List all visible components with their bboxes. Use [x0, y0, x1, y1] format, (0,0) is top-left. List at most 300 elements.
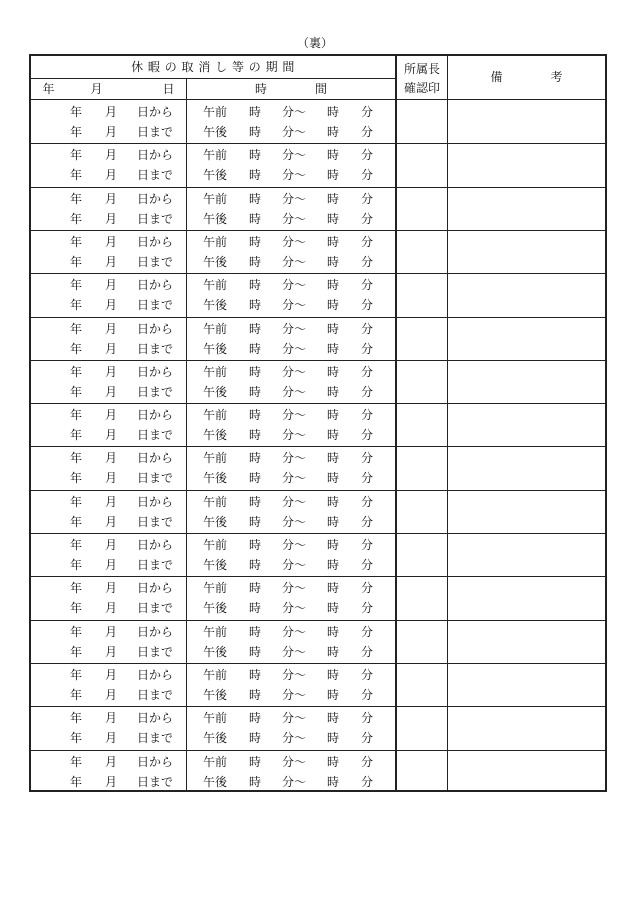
day-label: 日まで — [137, 774, 174, 789]
hour-label: 時 — [327, 558, 340, 572]
day-label: 日まで — [137, 211, 174, 226]
ampm-label: 午後 — [203, 774, 228, 789]
ampm-label: 午後 — [203, 558, 228, 572]
minute-from-label: 分〜 — [282, 624, 307, 639]
day-label: 日から — [137, 321, 174, 336]
minute-label: 分 — [361, 667, 374, 682]
from-line — [31, 495, 395, 509]
minute-label: 分 — [361, 278, 374, 293]
hour-label: 時 — [327, 428, 340, 443]
hour-label: 時 — [327, 254, 340, 269]
day-label: 日から — [137, 494, 174, 509]
minute-label: 分 — [361, 644, 374, 659]
hour-label: 時 — [249, 601, 262, 616]
month-label: 月 — [105, 451, 118, 466]
ampm-label: 午後 — [203, 514, 228, 529]
minute-from-label: 分〜 — [282, 644, 307, 659]
row-rule — [31, 403, 605, 404]
hour-label: 時 — [249, 428, 262, 443]
from-line — [31, 581, 395, 595]
day-label: 日から — [137, 581, 174, 596]
minute-from-label: 分〜 — [282, 254, 307, 269]
hour-label: 時 — [249, 494, 262, 509]
minute-from-label: 分〜 — [282, 341, 307, 356]
minute-label: 分 — [361, 624, 374, 639]
day-label: 日から — [137, 624, 174, 639]
minute-label: 分 — [361, 601, 374, 616]
year-label: 年 — [70, 168, 83, 183]
month-label: 月 — [105, 667, 118, 682]
stamp-header-line2: 確認印 — [403, 81, 440, 95]
month-label: 月 — [105, 538, 118, 552]
hour-label: 時 — [327, 538, 340, 552]
ampm-label: 午前 — [203, 754, 228, 769]
hour-label: 時 — [249, 105, 262, 119]
minute-from-label: 分〜 — [282, 494, 307, 509]
minute-label: 分 — [361, 384, 374, 399]
from-line — [31, 625, 395, 639]
page-heading: （裏） — [296, 36, 333, 50]
minute-from-label: 分〜 — [282, 667, 307, 682]
minute-from-label: 分〜 — [282, 298, 307, 313]
ampm-label: 午前 — [203, 538, 228, 552]
from-line — [31, 711, 395, 725]
year-label: 年 — [70, 234, 83, 249]
to-line — [31, 601, 395, 615]
day-label: 日まで — [137, 298, 174, 313]
minute-from-label: 分〜 — [282, 408, 307, 423]
hour-label: 時 — [327, 321, 340, 336]
day-label: 日まで — [137, 731, 174, 746]
to-line — [31, 385, 395, 399]
from-line — [31, 408, 395, 422]
to-line — [31, 645, 395, 659]
month-label: 月 — [105, 191, 118, 206]
day-label: 日まで — [137, 341, 174, 356]
hour-label: 時 — [327, 298, 340, 313]
hour-label: 時 — [249, 581, 262, 596]
minute-label: 分 — [361, 687, 374, 702]
hour-label: 時 — [327, 211, 340, 226]
hour-label: 時 — [327, 624, 340, 639]
month-label: 月 — [105, 364, 118, 379]
to-line — [31, 298, 395, 312]
row-rule — [31, 490, 605, 491]
entry-row[interactable] — [31, 663, 605, 706]
row-rule — [31, 446, 605, 447]
ampm-label: 午前 — [203, 148, 228, 163]
from-line — [31, 755, 395, 769]
row-rule — [31, 663, 605, 664]
ampm-label: 午前 — [203, 711, 228, 726]
ampm-label: 午前 — [203, 321, 228, 336]
day-label: 日まで — [137, 428, 174, 443]
ampm-label: 午前 — [203, 451, 228, 466]
hour-label: 時 — [327, 364, 340, 379]
year-label: 年 — [70, 298, 83, 313]
row-rule — [31, 230, 605, 231]
hour-label: 時 — [249, 191, 262, 206]
row-rule — [31, 620, 605, 621]
from-line — [31, 192, 395, 206]
month-label: 月 — [105, 687, 118, 702]
month-label: 月 — [105, 711, 118, 726]
hour-label: 時 — [327, 105, 340, 119]
year-label: 年 — [70, 514, 83, 529]
hour-label: 時 — [327, 341, 340, 356]
minute-label: 分 — [361, 451, 374, 466]
row-rule — [31, 533, 605, 534]
ampm-label: 午後 — [203, 298, 228, 313]
month-label: 月 — [105, 624, 118, 639]
hour-label: 時 — [327, 494, 340, 509]
ampm-label: 午前 — [203, 408, 228, 423]
year-label: 年 — [70, 754, 83, 769]
row-rule — [31, 750, 605, 751]
ampm-label: 午後 — [203, 254, 228, 269]
to-line — [31, 255, 395, 269]
minute-label: 分 — [361, 558, 374, 572]
minute-label: 分 — [361, 191, 374, 206]
year-label: 年 — [70, 408, 83, 423]
month-label: 月 — [105, 494, 118, 509]
hour-label: 時 — [327, 125, 340, 139]
minute-label: 分 — [361, 211, 374, 226]
minute-label: 分 — [361, 428, 374, 443]
day-label: 日まで — [137, 125, 174, 139]
leave-cancellation-form — [29, 54, 607, 792]
from-line — [31, 105, 395, 119]
day-label: 日まで — [137, 558, 174, 572]
hour-label: 時 — [249, 254, 262, 269]
ampm-label: 午後 — [203, 428, 228, 443]
hour-label: 時 — [327, 408, 340, 423]
to-line — [31, 168, 395, 182]
hour-label: 時 — [327, 667, 340, 682]
entry-row[interactable] — [31, 230, 605, 273]
year-label: 年 — [70, 148, 83, 163]
ampm-label: 午前 — [203, 667, 228, 682]
hour-label: 時 — [249, 558, 262, 572]
hour-label: 時 — [327, 731, 340, 746]
day-label: 日から — [137, 105, 174, 119]
minute-label: 分 — [361, 754, 374, 769]
year-label: 年 — [70, 538, 83, 552]
minute-label: 分 — [361, 298, 374, 313]
entry-row[interactable] — [31, 750, 605, 793]
to-line — [31, 731, 395, 745]
minute-from-label: 分〜 — [282, 148, 307, 163]
year-label: 年 — [70, 774, 83, 789]
year-label: 年 — [70, 624, 83, 639]
month-label: 月 — [105, 384, 118, 399]
to-line — [31, 471, 395, 485]
year-label: 年 — [70, 711, 83, 726]
entry-row[interactable] — [31, 446, 605, 489]
month-label: 月 — [105, 278, 118, 293]
from-line — [31, 322, 395, 336]
minute-from-label: 分〜 — [282, 687, 307, 702]
hour-label: 時 — [249, 538, 262, 552]
hour-label: 時 — [249, 774, 262, 789]
year-label: 年 — [70, 341, 83, 356]
month-label: 月 — [105, 125, 118, 139]
hour-label: 時 — [327, 471, 340, 486]
ampm-label: 午後 — [203, 168, 228, 183]
ampm-label: 午前 — [203, 624, 228, 639]
minute-from-label: 分〜 — [282, 105, 307, 119]
minute-from-label: 分〜 — [282, 538, 307, 552]
month-label: 月 — [105, 168, 118, 183]
row-rule — [31, 273, 605, 274]
entry-row[interactable] — [31, 706, 605, 749]
day-label: 日まで — [137, 601, 174, 616]
month-label: 月 — [105, 558, 118, 572]
day-label: 日から — [137, 364, 174, 379]
remarks-column-header: 備 考 — [490, 70, 563, 84]
header-rule — [31, 78, 395, 79]
minute-label: 分 — [361, 105, 374, 119]
year-label: 年 — [70, 644, 83, 659]
day-label: 日から — [137, 408, 174, 423]
year-label: 年 — [70, 428, 83, 443]
hour-label: 時 — [249, 341, 262, 356]
year-label: 年 — [70, 731, 83, 746]
entry-row[interactable] — [31, 187, 605, 230]
minute-label: 分 — [361, 321, 374, 336]
hour-label: 時 — [249, 754, 262, 769]
hour-label: 時 — [327, 687, 340, 702]
minute-label: 分 — [361, 494, 374, 509]
month-label: 月 — [105, 731, 118, 746]
row-rule — [31, 706, 605, 707]
year-label: 年 — [70, 254, 83, 269]
minute-from-label: 分〜 — [282, 168, 307, 183]
hour-label: 時 — [327, 384, 340, 399]
ampm-label: 午後 — [203, 341, 228, 356]
minute-from-label: 分〜 — [282, 428, 307, 443]
month-label: 月 — [105, 254, 118, 269]
hour-label: 時 — [249, 364, 262, 379]
minute-label: 分 — [361, 731, 374, 746]
hour-label: 時 — [249, 731, 262, 746]
ampm-label: 午後 — [203, 644, 228, 659]
ampm-label: 午前 — [203, 581, 228, 596]
year-label: 年 — [70, 451, 83, 466]
to-line — [31, 428, 395, 442]
ampm-label: 午前 — [203, 105, 228, 119]
minute-from-label: 分〜 — [282, 364, 307, 379]
year-label: 年 — [70, 687, 83, 702]
time-column-header: 時 間 — [254, 82, 327, 96]
day-label: 日から — [137, 754, 174, 769]
hour-label: 時 — [249, 384, 262, 399]
minute-label: 分 — [361, 148, 374, 163]
minute-from-label: 分〜 — [282, 601, 307, 616]
month-label: 月 — [105, 298, 118, 313]
hour-label: 時 — [249, 278, 262, 293]
to-line — [31, 775, 395, 789]
hour-label: 時 — [327, 234, 340, 249]
month-label: 月 — [105, 234, 118, 249]
entry-row[interactable] — [31, 100, 605, 143]
from-line — [31, 148, 395, 162]
from-line — [31, 278, 395, 292]
minute-label: 分 — [361, 774, 374, 789]
hour-label: 時 — [327, 148, 340, 163]
entry-row[interactable] — [31, 143, 605, 186]
ampm-label: 午後 — [203, 211, 228, 226]
row-rule — [31, 143, 605, 144]
hour-label: 時 — [249, 624, 262, 639]
from-line — [31, 668, 395, 682]
minute-from-label: 分〜 — [282, 211, 307, 226]
month-label: 月 — [105, 105, 118, 119]
day-label: 日から — [137, 234, 174, 249]
hour-label: 時 — [249, 644, 262, 659]
entry-row[interactable] — [31, 533, 605, 576]
year-label: 年 — [70, 558, 83, 572]
month-label: 月 — [105, 148, 118, 163]
minute-from-label: 分〜 — [282, 774, 307, 789]
hour-label: 時 — [249, 687, 262, 702]
minute-label: 分 — [361, 538, 374, 552]
from-line — [31, 538, 395, 552]
hour-label: 時 — [249, 321, 262, 336]
month-label: 月 — [105, 754, 118, 769]
hour-label: 時 — [327, 278, 340, 293]
month-label: 月 — [105, 644, 118, 659]
minute-label: 分 — [361, 364, 374, 379]
hour-label: 時 — [327, 754, 340, 769]
stamp-header-line1: 所属長 — [403, 62, 440, 76]
ampm-label: 午後 — [203, 384, 228, 399]
day-label: 日まで — [137, 384, 174, 399]
to-line — [31, 688, 395, 702]
year-label: 年 — [70, 667, 83, 682]
year-label: 年 — [70, 494, 83, 509]
minute-label: 分 — [361, 471, 374, 486]
hour-label: 時 — [249, 211, 262, 226]
year-label: 年 — [70, 125, 83, 139]
to-line — [31, 558, 395, 572]
minute-label: 分 — [361, 514, 374, 529]
day-label: 日から — [137, 191, 174, 206]
from-line — [31, 451, 395, 465]
hour-label: 時 — [249, 451, 262, 466]
hour-label: 時 — [249, 298, 262, 313]
hour-label: 時 — [327, 644, 340, 659]
minute-from-label: 分〜 — [282, 125, 307, 139]
year-label: 年 — [70, 321, 83, 336]
row-rule — [31, 360, 605, 361]
day-label: 日から — [137, 538, 174, 552]
hour-label: 時 — [249, 514, 262, 529]
minute-from-label: 分〜 — [282, 191, 307, 206]
entry-row[interactable] — [31, 360, 605, 403]
entry-row[interactable] — [31, 403, 605, 446]
minute-label: 分 — [361, 254, 374, 269]
hour-label: 時 — [249, 667, 262, 682]
entry-row[interactable] — [31, 273, 605, 316]
row-rule — [31, 187, 605, 188]
minute-label: 分 — [361, 581, 374, 596]
ampm-label: 午後 — [203, 601, 228, 616]
day-label: 日から — [137, 451, 174, 466]
day-label: 日まで — [137, 254, 174, 269]
minute-from-label: 分〜 — [282, 384, 307, 399]
minute-from-label: 分〜 — [282, 581, 307, 596]
month-label: 月 — [105, 471, 118, 486]
entry-row[interactable] — [31, 620, 605, 663]
hour-label: 時 — [327, 514, 340, 529]
to-line — [31, 125, 395, 139]
day-label: 日まで — [137, 644, 174, 659]
ampm-label: 午後 — [203, 731, 228, 746]
minute-label: 分 — [361, 234, 374, 249]
minute-from-label: 分〜 — [282, 278, 307, 293]
minute-from-label: 分〜 — [282, 711, 307, 726]
year-label: 年 — [70, 191, 83, 206]
entry-row[interactable] — [31, 317, 605, 360]
ampm-label: 午前 — [203, 364, 228, 379]
ampm-label: 午前 — [203, 234, 228, 249]
date-column-header: 年 月 日 — [42, 82, 175, 96]
minute-from-label: 分〜 — [282, 754, 307, 769]
minute-from-label: 分〜 — [282, 558, 307, 572]
row-rule — [31, 576, 605, 577]
hour-label: 時 — [249, 125, 262, 139]
minute-label: 分 — [361, 408, 374, 423]
minute-from-label: 分〜 — [282, 234, 307, 249]
year-label: 年 — [70, 581, 83, 596]
minute-label: 分 — [361, 341, 374, 356]
month-label: 月 — [105, 341, 118, 356]
day-label: 日から — [137, 667, 174, 682]
day-label: 日から — [137, 711, 174, 726]
entry-row[interactable] — [31, 576, 605, 619]
month-label: 月 — [105, 601, 118, 616]
entry-row[interactable] — [31, 490, 605, 533]
hour-label: 時 — [249, 471, 262, 486]
hour-label: 時 — [249, 148, 262, 163]
year-label: 年 — [70, 384, 83, 399]
hour-label: 時 — [249, 234, 262, 249]
minute-from-label: 分〜 — [282, 321, 307, 336]
year-label: 年 — [70, 601, 83, 616]
period-header: 休 暇 の 取 消 し 等 の 期 間 — [131, 60, 295, 74]
ampm-label: 午前 — [203, 278, 228, 293]
hour-label: 時 — [327, 451, 340, 466]
minute-from-label: 分〜 — [282, 731, 307, 746]
ampm-label: 午後 — [203, 125, 228, 139]
minute-label: 分 — [361, 711, 374, 726]
ampm-label: 午前 — [203, 494, 228, 509]
day-label: 日まで — [137, 471, 174, 486]
year-label: 年 — [70, 105, 83, 119]
year-label: 年 — [70, 471, 83, 486]
month-label: 月 — [105, 514, 118, 529]
from-line — [31, 365, 395, 379]
to-line — [31, 342, 395, 356]
minute-label: 分 — [361, 125, 374, 139]
hour-label: 時 — [327, 191, 340, 206]
year-label: 年 — [70, 364, 83, 379]
ampm-label: 午後 — [203, 471, 228, 486]
month-label: 月 — [105, 321, 118, 336]
hour-label: 時 — [249, 408, 262, 423]
month-label: 月 — [105, 428, 118, 443]
